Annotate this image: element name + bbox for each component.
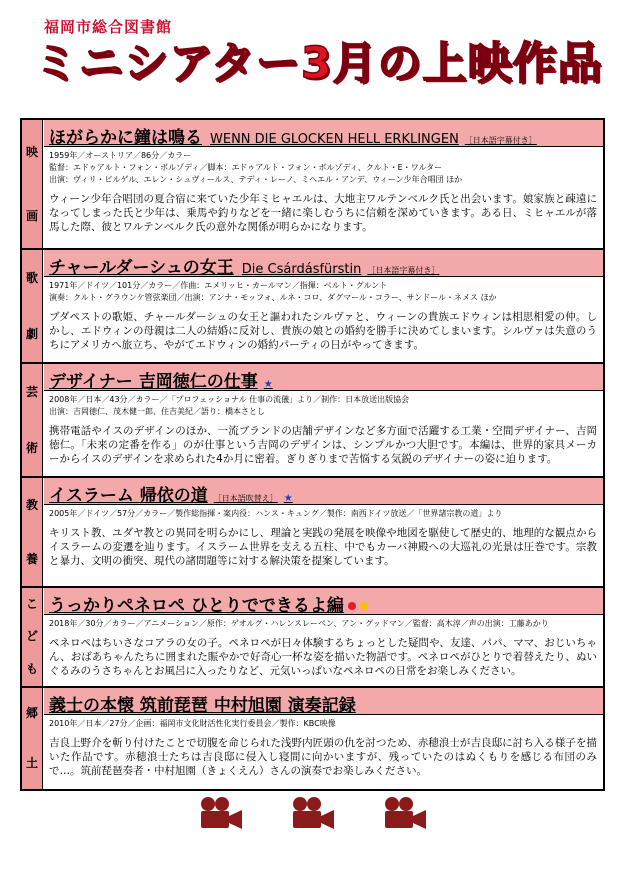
page-title: ミニシアター3月の上映作品 xyxy=(34,38,603,89)
category-char: 郷 xyxy=(25,705,38,720)
entry-description: 携帯電話やイスのデザインのほか、一流ブランドの店舗デザインなど多方面で活躍する工業・空間デザイナー、吉岡徳仁。「未来の定番を作る」のが仕事という吉岡のデザインは、シンプルかつ大胆です。本編は、世界的家具メーカーからイスのデザインを求められた4か月に密着。ぎりぎりまで苦悩する気鋭のデザイナーの姿に迫ります。 xyxy=(49,425,597,465)
subtitle-note: ［日本語字幕付き］ xyxy=(367,266,440,275)
category-char: 土 xyxy=(25,756,38,771)
movie-camera-icon xyxy=(382,796,428,830)
program-entry xyxy=(44,250,603,352)
entry-credits: 2005年／ドイツ／57分／カラー／製作総指揮・案内役：ハンス・キュング／製作：南西ドイツ放送／「世界諸宗教の道」より xyxy=(49,509,503,518)
entry-credits: 1959年／オーストリア／86分／カラー 監督：エドゥアルト・フォン・ボルゾディ／脚本：エドゥアルト・フォン・ボルゾディ、クルト・E・ワルター 出演：ヴィリ・ビルゲル、エレン・シュヴィールス、テディ・レーノ、ミヘエル・アンデ、ウィーン少年合唱団 ほか xyxy=(49,151,463,184)
category-char: 映 xyxy=(25,144,38,159)
entry-header xyxy=(44,120,603,147)
category-cell-culture xyxy=(22,478,43,586)
category-char: 養 xyxy=(25,551,38,566)
category-char: 歌 xyxy=(25,270,38,285)
program-entry xyxy=(44,120,603,234)
entry-title: 義士の本懐 筑前琵琶 中村旭園 演奏記録 xyxy=(49,696,356,715)
yellow-dot-icon xyxy=(360,602,368,610)
category-cell-film xyxy=(22,120,43,248)
original-title: Die Csárdásfürstin xyxy=(241,262,362,277)
program-entry xyxy=(44,478,603,568)
entry-description: ウィーン少年合唱団の夏合宿に来ていた少年ミヒャエルは、大地主ワルテンベルク氏と出会います。娘家族と疎遠になってしまった氏と少年は、乗馬や釣りなどを一緒に楽しむうちに信頼を深めていきます。ある日、ミヒャエルが落馬した際、彼とワルテンベルク氏の意外な関係が明らかになります。 xyxy=(49,193,597,233)
category-char: も xyxy=(25,662,38,677)
entry-title: チャールダーシュの女王 Die Csárdásfürstin ［日本語字幕付き］ xyxy=(49,258,440,277)
entry-header xyxy=(44,478,603,505)
entry-credits: 2008年／日本／43分／カラー／「プロフェッショナル 仕事の流儀」より／制作：日本放送出版協会 出演：吉岡徳仁、茂木健一郎、住吉美紀／語り：橋本さとし xyxy=(49,395,410,416)
entry-description: キリスト教、ユダヤ教との異同を明らかにし、理論と実践の発展を映像や地図を駆使して歴史的、地理的な観点からイスラームの変遷を辿ります。イスラーム世界を支える五柱、中でもカーバ神殿への大巡礼の光景は圧巻です。宗教と暴力、文明の衝突、現代の諸問題等に対する解決策を提案しています。 xyxy=(49,527,597,567)
original-title: WENN DIE GLOCKEN HELL ERKLINGEN xyxy=(210,132,459,147)
movie-camera-icon xyxy=(290,796,336,830)
entry-header xyxy=(44,688,603,715)
library-name: 福岡市総合図書館 xyxy=(44,18,173,36)
entry-title: デザイナー 吉岡徳仁の仕事 ★ xyxy=(49,372,273,391)
dub-note: ［日本語吹替え］ xyxy=(213,494,278,503)
category-cell-art xyxy=(22,364,43,476)
category-cell-opera xyxy=(22,250,43,362)
category-char: 画 xyxy=(25,208,38,223)
entry-credits: 2018年／30分／カラー／アニメーション／原作：ゲオルグ・ハレンスレーベン、アン・グッドマン／監督：高木淳／声の出演：工藤あかり xyxy=(49,619,549,628)
star-icon: ★ xyxy=(283,493,293,504)
entry-title: イスラーム 帰依の道 ［日本語吹替え］ ★ xyxy=(49,486,293,505)
category-char: 劇 xyxy=(25,326,38,341)
entry-header xyxy=(44,588,603,615)
entry-title: ほがらかに鐘は鳴る WENN DIE GLOCKEN HELL ERKLINGEN ［日本語字幕付き］ xyxy=(49,128,537,147)
entry-credits: 1971年／ドイツ／101分／カラー／作曲：エメリッヒ・カールマン／指揮：ベルト・グルント 演奏：クルト・グラウンケ管弦楽団／出演：アンナ・モッフォ、ルネ・コロ、ダグマール・コラー、サンドール・ネメス ほか xyxy=(49,281,497,302)
entry-credits: 2010年／日本／27分／企画：福岡市文化財活性化実行委員会／製作：KBC映像 xyxy=(49,719,336,728)
entry-header xyxy=(44,364,603,391)
category-char: 芸 xyxy=(25,384,38,399)
program-table xyxy=(20,118,605,791)
entry-header xyxy=(44,250,603,277)
subtitle-note: ［日本語字幕付き］ xyxy=(464,136,537,145)
entry-description: 吉良上野介を斬り付けたことで切腹を命じられた浅野内匠頭の仇を討つため、赤穂浪士が吉良邸に討ち入る様子を描いた作品です。赤穂浪士たちは吉良邸に侵入し寝間に向かいますが、残っていたのはぬくもりを感じる布団のみで…。筑前琵琶奏者・中村旭園（きょくえん）さんの演奏でお楽しみください。 xyxy=(49,737,597,777)
program-entry xyxy=(44,688,603,778)
entry-title: うっかりペネロペ ひとりでできるよ編 xyxy=(49,591,368,615)
red-dot-icon xyxy=(348,602,356,610)
category-char: ど xyxy=(25,629,38,644)
category-char: 術 xyxy=(25,440,38,455)
entry-description: ペネロペはちいさなコアラの女の子。ペネロペが日々体験するちょっとした疑問や、友達、パパ、ママ、おじいちゃん、おばあちゃんたちに囲まれた賑やかで好奇心一杯な姿を描いた物語です。ペネロペがひとりで着替えたり、ぬいぐるみのうさちゃんとお風呂に入ったりなど、元気いっぱいなペネロペの日常をお楽しみください。 xyxy=(49,637,597,677)
program-entry xyxy=(44,588,603,678)
category-cell-kids xyxy=(22,588,43,686)
category-char: こ xyxy=(25,596,38,611)
category-char: 教 xyxy=(25,497,38,512)
star-icon: ★ xyxy=(263,379,273,390)
program-entry xyxy=(44,364,603,466)
movie-camera-icon xyxy=(198,796,244,830)
category-cell-local xyxy=(22,688,43,789)
entry-description: ブダペストの歌姫、チャールダーシュの女王と謳われたシルヴァと、ウィーンの貴族エドウィンは相思相愛の仲。しかし、エドウィンの母親は二人の結婚に反対し、貴族の娘との婚約を勝手に決めてしまいます。シルヴァは失意のうちにアメリカへ旅立ち、やがてエドウィンの婚約パーティの日がやってきます。 xyxy=(49,311,597,351)
